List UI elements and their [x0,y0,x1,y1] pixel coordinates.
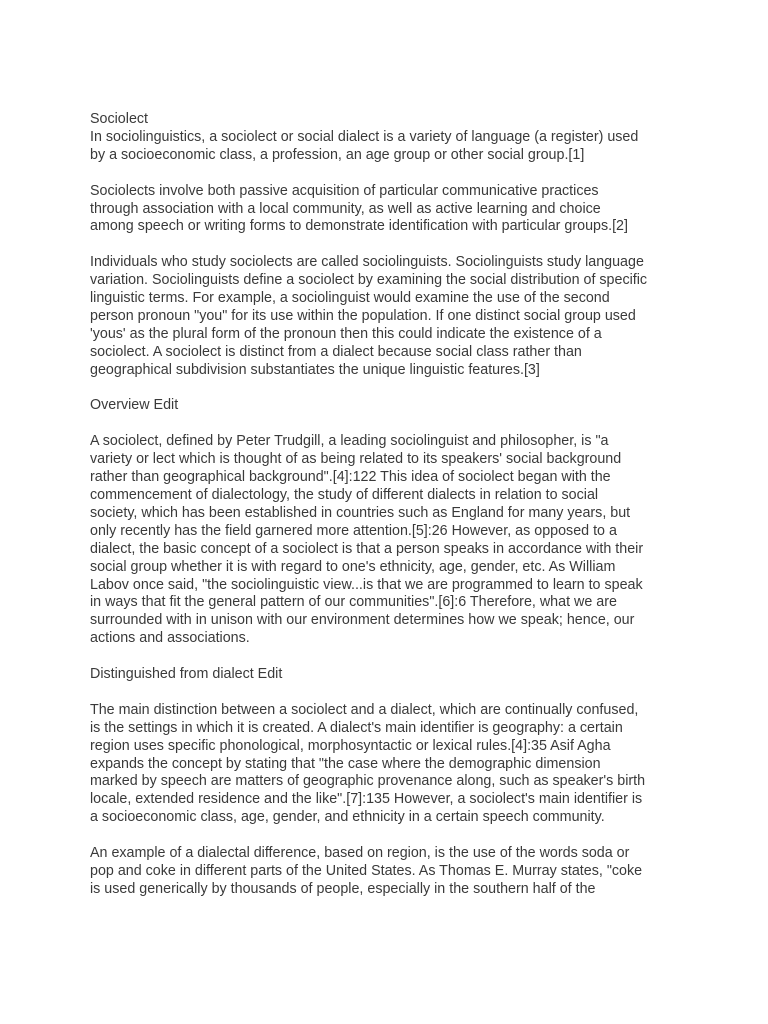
text-line: surrounded with in unison with our environment determines how we speak; hence, our [90,612,635,629]
text-line: An example of a dialectal difference, based on region, is the use of the words soda or [90,845,630,862]
text-line: through association with a local community, as well as active learning and choice [90,200,601,217]
text-line: linguistic terms. For example, a sociolinguist would examine the use of the second [90,290,610,307]
text-line: actions and associations. [90,630,250,647]
text-line: social group whether it is with regard to one's ethnicity, age, gender, etc. As William [90,558,616,575]
paragraph-gap [90,236,710,254]
paragraph-example [90,845,710,899]
text-line: Sociolects involve both passive acquisition of particular communicative practices [90,182,599,199]
paragraph-distinction [90,702,710,827]
paragraph-intro [90,129,710,165]
text-line: region uses specific phonological, morphosyntactic or lexical rules.[4]:35 Asif Agha [90,737,611,754]
text-line: sociolect. A sociolect is distinct from a dialect because social class rather than [90,343,582,360]
text-line: commencement of dialectology, the study of different dialects in relation to social [90,486,599,503]
text-line: rather than geographical background".[4]:122 This idea of sociolect began with the [90,469,611,486]
section-heading-overview: Overview Edit [90,397,179,414]
text-line: a socioeconomic class, age, gender, and ethnicity in a certain speech community. [90,809,605,826]
text-line: only recently has the field garnered more attention.[5]:26 However, as opposed to a [90,522,617,539]
document-title: Sociolect [90,111,149,127]
text-line: Labov once said, "the sociolinguistic view...is that we are programmed to learn to speak [90,576,643,593]
paragraph-gap [90,415,710,433]
text-line: variation. Sociolinguists define a sociolect by examining the social distribution of specific [90,272,648,289]
text-line: Individuals who study sociolects are called sociolinguists. Sociolinguists study language [90,254,644,271]
text-line: A sociolect, defined by Peter Trudgill, a leading sociolinguist and philosopher, is "a [90,433,609,450]
text-line: society, which has been established in countries such as England for many years, but [90,504,631,521]
text-line: 'yous' as the plural form of the pronoun then this could indicate the existence of a [90,325,602,342]
text-line: The main distinction between a sociolect and a dialect, which are continually confused, [90,701,639,718]
section-heading-distinguished: Distinguished from dialect Edit [90,666,283,683]
text-line: is the settings in which it is created. A dialect's main identifier is geography: a certain [90,719,623,736]
paragraph-gap [90,380,710,398]
paragraph-gap [90,165,710,183]
document-page [90,111,710,899]
text-line: pop and coke in different parts of the United States. As Thomas E. Murray states, "coke [90,862,643,879]
paragraph-overview [90,433,710,648]
paragraph-sociolinguists [90,254,710,379]
text-line: expands the concept by stating that "the case where the demographic dimension [90,755,601,772]
text-line: geographical subdivision substantiates the unique linguistic features.[3] [90,361,540,378]
text-line: person pronoun "you" for its use within the population. If one distinct social group used [90,307,636,324]
text-line: In sociolinguistics, a sociolect or social dialect is a variety of language (a register) used [90,128,639,145]
text-line: locale, extended residence and the like".[7]:135 However, a sociolect's main identifier is [90,791,643,808]
paragraph-acquisition [90,183,710,237]
text-line: in ways that fit the general pattern of our communities".[6]:6 Therefore, what we are [90,594,617,611]
text-line: among speech or writing forms to demonstrate identification with particular groups.[2] [90,218,628,235]
paragraph-gap [90,648,710,666]
paragraph-gap [90,684,710,702]
paragraph-gap [90,827,710,845]
text-line: variety or lect which is thought of as being related to its speakers' social background [90,451,622,468]
text-line: by a socioeconomic class, a profession, an age group or other social group.[1] [90,146,585,163]
text-line: marked by speech are matters of geographic provenance along, such as speaker's birth [90,773,646,790]
text-line: is used generically by thousands of people, especially in the southern half of the [90,880,596,897]
text-line: dialect, the basic concept of a sociolect is that a person speaks in accordance with their [90,540,644,557]
